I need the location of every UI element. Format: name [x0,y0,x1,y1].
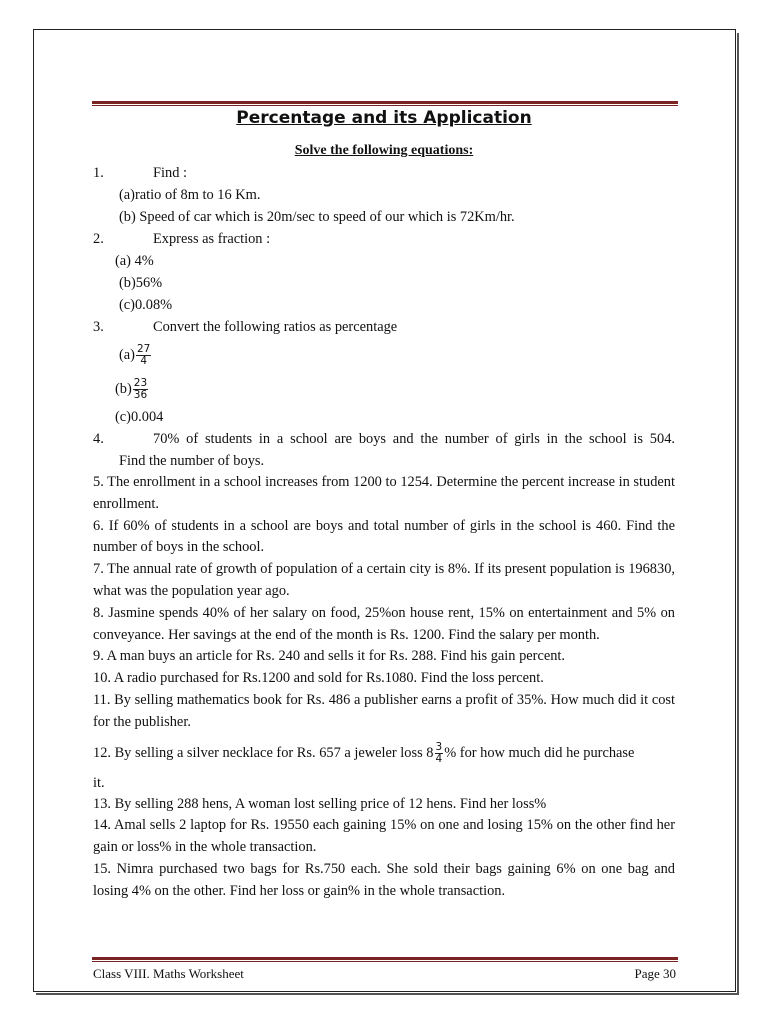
question-2a: (a) 4% [115,253,154,269]
question-10: 10. A radio purchased for Rs.1200 and sold for Rs.1080. Find the loss percent. [93,670,544,687]
page-number: Page 30 [634,966,676,981]
question-6: 6. If 60% of students in a school are boys and total number of girls in the school is 460. Find the number of boys in the school. [93,517,675,556]
question-2c: (c)0.08% [119,297,173,313]
question-4-cont: Find the number of boys. [119,453,265,469]
fraction: $\frac{3}{4}$ [435,740,443,765]
page-border-shadow [36,993,739,995]
question-15: 15. Nimra purchased two bags for Rs.750 each. She sold their bags gaining 6% on one bag and losing 4% on the other. Find her loss or gain% in the whole transaction. [93,860,675,899]
header-rule [92,101,678,104]
question-1b: (b) Speed of car which is 20m/sec to speed of our which is 72Km/hr. [119,209,515,225]
page-title: Percentage and its Application [236,108,532,128]
question-8: 8. Jasmine spends 40% of her salary on food, 25%on house rent, 15% on entertainment and 5% on conveyance. Her savings at the end of the month is Rs. 1200. Find the salary per month. [93,604,675,643]
fraction: $\frac{23}{36}$ [133,377,148,402]
question-12: 12. By selling a silver necklace for Rs. 657 a jeweler loss 8 $\frac{3}{4}$ % for how much did he purchase [93,740,635,765]
header-rule-thin [92,105,678,106]
footer-class-label: Class VIII. Maths Worksheet [93,966,244,981]
page-border-shadow [737,33,739,995]
question-7: 7. The annual rate of growth of population of a certain city is 8%. If its present population is 196830, what was the population year ago. [93,561,675,599]
question-3: 3. Convert the following ratios as percentage [93,319,398,335]
fraction: $\frac{27}{4}$ [136,343,151,368]
question-1a: (a)ratio of 8m to 16 Km. [119,187,261,203]
question-11: 11. By selling mathematics book for Rs. 486 a publisher earns a profit of 35%. How much did it cost for the publisher. [93,691,675,730]
question-9: 9. A man buys an article for Rs. 240 and sells it for Rs. 288. Find his gain percent. [93,648,566,665]
question-3b: (b) $\frac{23}{36}$ [115,377,148,402]
footer-rule-thin [92,961,678,962]
question-2: 2. Express as fraction : [93,231,271,247]
question-3c: (c)0.004 [115,409,164,425]
question-5: 5. The enrollment in a school increases from 1200 to 1254. Determine the percent increase in student enrollment. [93,474,675,512]
worksheet-questions [93,162,675,903]
question-1: 1. Find : [93,165,187,181]
question-3a: (a) $\frac{27}{4}$ [119,343,151,368]
question-4: 4. 70% of students in a school are boys and the number of girls in the school is 504. [93,431,675,447]
question-12-cont: it. [93,774,105,791]
question-2b: (b)56% [119,275,163,291]
question-13: 13. By selling 288 hens, A woman lost selling price of 12 hens. Find her loss% [93,795,547,812]
footer-rule [92,957,678,960]
question-14: 14. Amal sells 2 laptop for Rs. 19550 each gaining 15% on one and losing 15% on the other find her gain or loss% in the whole transaction. [93,817,675,856]
section-heading: Solve the following equations: [294,143,474,158]
